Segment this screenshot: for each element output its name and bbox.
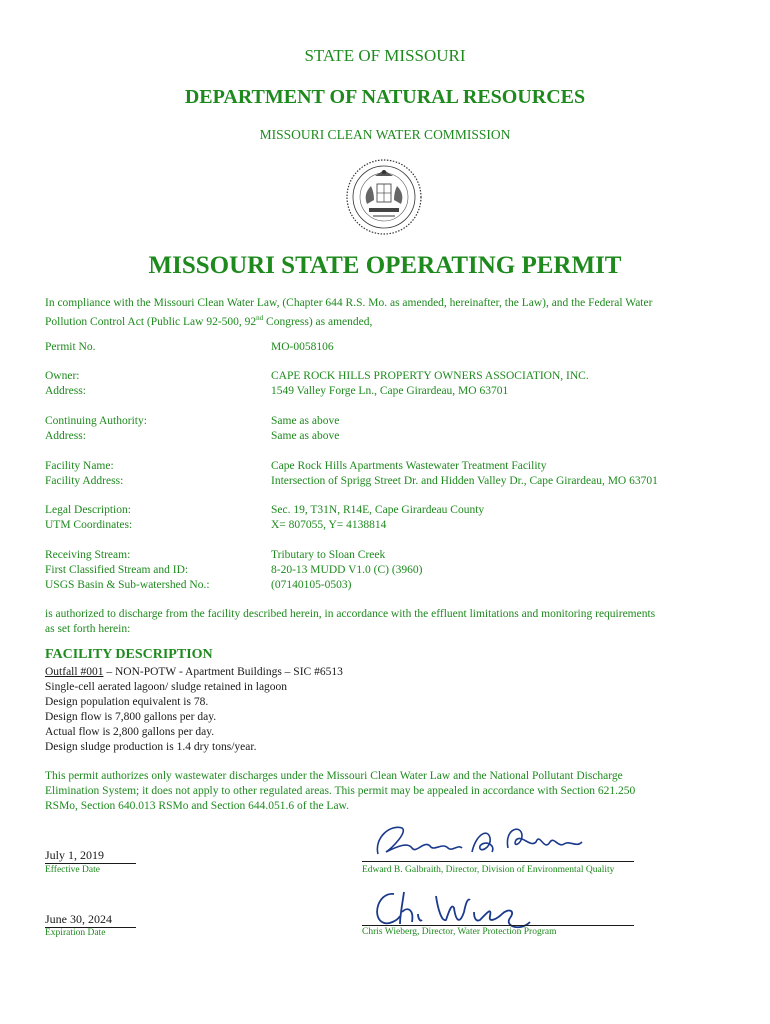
authorization-paragraph bbox=[45, 607, 725, 637]
continuing-address-value: Same as above bbox=[271, 430, 340, 442]
usgs-basin-label: USGS Basin & Sub-watershed No.: bbox=[45, 579, 210, 591]
description-line: Design sludge production is 1.4 dry tons/year. bbox=[45, 741, 257, 753]
first-classified-stream-value: 8-20-13 MUDD V1.0 (C) (3960) bbox=[271, 564, 423, 576]
legal-description-value: Sec. 19, T31N, R14E, Cape Girardeau County bbox=[271, 504, 485, 516]
state-seal-icon bbox=[345, 158, 423, 236]
authority-statement bbox=[45, 769, 725, 814]
usgs-basin-value: (07140105-0503) bbox=[271, 579, 352, 591]
state-heading: STATE OF MISSOURI bbox=[304, 46, 466, 65]
facility-name-label: Facility Name: bbox=[45, 460, 114, 472]
description-line: Actual flow is 2,800 gallons per day. bbox=[45, 726, 215, 738]
expiration-date-caption: Expiration Date bbox=[45, 928, 106, 938]
program-director-signature-line bbox=[362, 924, 634, 926]
first-classified-stream-label: First Classified Stream and ID: bbox=[45, 564, 189, 576]
intro-line-2: Pollution Control Act (Public Law 92-500, 92nd Congress) as amended, bbox=[45, 314, 373, 328]
owner-label: Owner: bbox=[45, 370, 80, 382]
program-director-caption: Chris Wieberg, Director, Water Protection Program bbox=[362, 927, 557, 937]
department-heading: DEPARTMENT OF NATURAL RESOURCES bbox=[184, 86, 586, 108]
permit-number-label: Permit No. bbox=[45, 341, 96, 353]
description-line: Single-cell aerated lagoon/ sludge retained in lagoon bbox=[45, 681, 288, 693]
description-line: Design flow is 7,800 gallons per day. bbox=[45, 711, 217, 723]
description-line: Design population equivalent is 78. bbox=[45, 696, 209, 708]
owner-address-label: Address: bbox=[45, 385, 86, 397]
legal-description-label: Legal Description: bbox=[45, 504, 131, 516]
permit-number-value: MO-0058106 bbox=[271, 341, 334, 353]
continuing-authority-label: Continuing Authority: bbox=[45, 415, 147, 427]
outfall-line bbox=[45, 665, 343, 680]
outfall-label: Outfall #001 bbox=[45, 666, 104, 678]
director-caption: Edward B. Galbraith, Director, Division of Environmental Quality bbox=[362, 865, 615, 875]
facility-name-value: Cape Rock Hills Apartments Wastewater Treatment Facility bbox=[271, 460, 547, 472]
authority-line-1: This permit authorizes only wastewater discharges under the Missouri Clean Water Law and the National Pollutant Discharge bbox=[45, 770, 623, 782]
outfall-description: – NON-POTW - Apartment Buildings – SIC #6513 bbox=[103, 666, 343, 678]
owner-address-value: 1549 Valley Forge Ln., Cape Girardeau, MO 63701 bbox=[271, 385, 509, 397]
owner-value: CAPE ROCK HILLS PROPERTY OWNERS ASSOCIATION, INC. bbox=[271, 370, 589, 382]
commission-heading: MISSOURI CLEAN WATER COMMISSION bbox=[259, 127, 511, 142]
effective-date-caption: Effective Date bbox=[45, 865, 100, 875]
director-signature-line bbox=[362, 860, 634, 862]
receiving-stream-label: Receiving Stream: bbox=[45, 549, 131, 561]
continuing-address-label: Address: bbox=[45, 430, 86, 442]
utm-coordinates-value: X= 807055, Y= 4138814 bbox=[271, 519, 387, 531]
intro-paragraph bbox=[45, 296, 725, 330]
authorization-line-2: as set forth herein: bbox=[45, 623, 131, 635]
intro-line-1: In compliance with the Missouri Clean Water Law, (Chapter 644 R.S. Mo. as amended, hereinafter, the Law), and the Federal Water bbox=[45, 297, 653, 309]
expiration-date-value: June 30, 2024 bbox=[45, 912, 136, 928]
authority-line-2: Elimination System; it does not apply to other regulated areas. This permit may be appealed in accordance with Section 621.250 bbox=[45, 785, 636, 797]
effective-date-value: July 1, 2019 bbox=[45, 848, 136, 864]
utm-coordinates-label: UTM Coordinates: bbox=[45, 519, 133, 531]
authority-line-3: RSMo, Section 640.013 RSMo and Section 644.051.6 of the Law. bbox=[45, 800, 349, 812]
receiving-stream-value: Tributary to Sloan Creek bbox=[271, 549, 386, 561]
facility-description-heading: FACILITY DESCRIPTION bbox=[45, 647, 213, 662]
director-signature-icon bbox=[372, 818, 587, 866]
authorization-line-1: is authorized to discharge from the facility described herein, in accordance with the effluent limitations and monitoring requirements bbox=[45, 608, 656, 620]
continuing-authority-value: Same as above bbox=[271, 415, 340, 427]
facility-address-value: Intersection of Sprigg Street Dr. and Hidden Valley Dr., Cape Girardeau, MO 63701 bbox=[271, 475, 658, 487]
facility-address-label: Facility Address: bbox=[45, 475, 124, 487]
permit-title: MISSOURI STATE OPERATING PERMIT bbox=[148, 252, 622, 279]
